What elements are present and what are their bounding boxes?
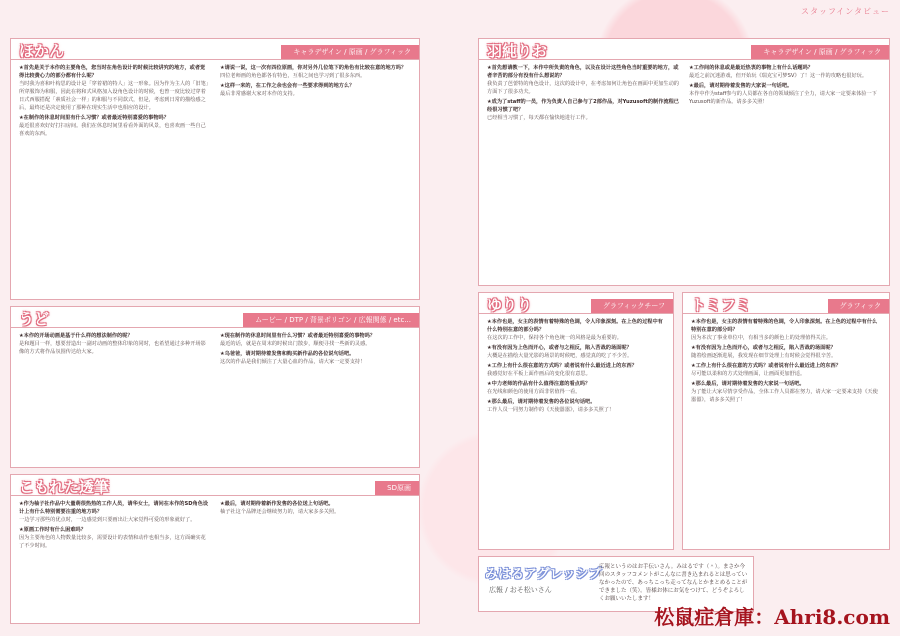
column <box>19 500 210 620</box>
answer: 大概是在描绘大量光影的场景的时候吧，感觉真的吃了不少苦。 <box>487 353 633 359</box>
answer: 最近的话，就是在周末的时候出门散步，顺便寻找一些新的灵感。 <box>220 341 371 347</box>
question: ★最后，请对期待着发售的大家说一句话吧。 <box>689 83 793 89</box>
section-body <box>683 314 889 550</box>
section-title: こもれた透筆 <box>19 478 110 496</box>
section-hazumi <box>478 38 890 286</box>
question: ★在制作的休息时间里有什么习惯？或者最近特别喜爱的事物吗？ <box>19 115 169 121</box>
column <box>487 64 679 282</box>
section-header <box>11 39 419 60</box>
section-role: キャラデザイン / 原画 / グラフィック <box>751 45 889 59</box>
footer-role: 広報 / おそ松いさん <box>489 586 552 594</box>
answer: 最后非常感谢大家对本作的支持。 <box>220 91 298 97</box>
column <box>689 64 881 282</box>
section-body <box>11 328 419 468</box>
topbar: スタッフインタビュー <box>801 7 890 16</box>
section-header <box>11 307 419 328</box>
section-hokan <box>10 38 420 300</box>
footer-name: みはるアグレッシブ <box>485 567 602 582</box>
section-title: うど <box>19 310 50 328</box>
column <box>220 500 411 620</box>
question: ★本作的开场动画是基于什么样的想法制作的呢？ <box>19 333 133 339</box>
answer: 在光线和颜色的使用方面非常值得一看。 <box>487 389 581 395</box>
question: ★工作上有什么很在意的方式吗？或者说有什么最近进上的东西？ <box>691 363 841 369</box>
question: ★现在制作的休息时间里有什么习惯？或者最近特别喜爱的事物吗？ <box>220 333 376 339</box>
answer: 本作中作为staff参与的人员都在各自的领域倾注了全力，请大家一定要来体验一下Yuzusoft的新作品。请多多关照！ <box>689 91 877 105</box>
question: ★那么最后，请对期待着发售的大家说一句话吧。 <box>691 381 805 387</box>
question: ★首先想请教一下，本作中所负责的角色，以及在设计这些角色当时重要的地方，或者辛苦的部分有没有什么想说的？ <box>487 65 679 79</box>
answer: 我负责了芭蕾特的角色设计，这次的设计中，在考虑如何让角色在画面中更加生动的方面下了很多功夫。 <box>487 81 679 95</box>
answer: 我感觉好在平板上面作画后的变化很有意思。 <box>487 371 591 377</box>
section-title: 羽純りお <box>487 42 548 60</box>
answer: 已经相当习惯了，每天都在愉快地进行工作。 <box>487 115 591 121</box>
question: ★首先是关于本作的主要角色，您当时在角色设计的时候比较讲究的地方，或者觉得比较费心力的部分都有什么呢？ <box>19 65 206 79</box>
section-role: グラフィックチーフ <box>591 299 673 313</box>
question: ★有没有因为上色而开心，或者与之相反，陷入苦战的场面呢？ <box>691 345 836 351</box>
footer-text: 広報というのはお手伝いさん。みはるです（＾）。まさか今回のスタッフコメントがこんなに書き込まれるとは思っていなかったので、あっちこっち走ってなんとかまとめることができました（笑）。皆様お体にお気をつけて、どうぞよろしくお願いいたします！ <box>599 564 748 602</box>
section-body <box>11 60 419 300</box>
question: ★工作上有什么很在意的方式吗？或者说有什么最近进上的东西？ <box>487 363 637 369</box>
question: ★最后，请对期待着新作发售的各位送上句话吧。 <box>220 501 334 507</box>
question: ★乌爸爸，请对期待着发售和购买新作品的各位说句话吧。 <box>220 351 355 357</box>
section-role: グラフィック <box>828 299 889 313</box>
question: ★作为柚子社作品中大量萌很热热的工作人员，请华女士，请问在本作的SD角色设计上有什么特别需要注重的地方吗？ <box>19 501 209 515</box>
answer: 在这次的工作中，保持各个角色统一的风格是最为重要的。 <box>487 335 622 341</box>
answer: 四位老师画的角色都各有特色，互相之间也学习到了很多东西。 <box>220 73 366 79</box>
column <box>691 318 881 546</box>
answer: 当时我为喜和叶构思的设计是「穿着裙的特人」这一形象。因为作为主人的「旧笔」所穿服饰为和服，因此在将和式风格加入设角色设计的时候，也曾一度比较过穿着日式西服搭配「素质社会一样」的和服与不同款式，但是，考虑到日常的描绘感之后，最终还是决定使用了那种在现实生活中也相应的设计。 <box>19 81 209 111</box>
question: ★这样一来的，在工作之余也会有一些要求得到的地方么？ <box>220 83 355 89</box>
column <box>19 332 210 464</box>
question: ★中力老师的作品有什么值得注意的看点吗？ <box>487 381 591 387</box>
question: ★那么最后，请对期待着发售的各位说句话吧。 <box>487 399 596 405</box>
answer: 随着绘画逐渐进展，我发现在细节处理上有时候会觉得很辛苦。 <box>691 353 837 359</box>
section-title: トミフミ <box>691 296 752 314</box>
answer: 工作人员一同努力制作的《天使嚣嚣》，请多多关照了！ <box>487 407 615 413</box>
section-udo <box>10 306 420 468</box>
column <box>220 332 411 464</box>
section-tomifumi <box>682 292 890 550</box>
section-body <box>479 60 889 286</box>
answer: 最近很喜欢好好打扫房间。我们在休息时间里看看外面的风景，也喜欢画一些自己喜欢的东西。 <box>19 123 206 137</box>
answer: 这次的作品是我们倾注了大量心血的作品，请大家一定要支持！ <box>220 359 366 365</box>
section-role: ムービー / DTP / 背景ポリゴン / 広報関係 / etc... <box>243 313 419 327</box>
column <box>220 64 411 296</box>
section-header <box>683 293 889 314</box>
section-header <box>11 475 419 496</box>
section-header <box>479 39 889 60</box>
answer: 柚子社这个品牌还会继续努力的，请大家多多关照。 <box>220 509 340 515</box>
question: ★工作间的休息或是最近热衷的事物上有什么话题吗？ <box>689 65 813 71</box>
section-title: ほかん <box>19 42 65 60</box>
question: ★请说一说，这一次有四位原画，你对另外几位笔下的角色有比较在意的地方吗？ <box>220 65 407 71</box>
section-komoreta <box>10 474 420 624</box>
question: ★本作也是，女主的表情有着特殊的色调，令人印象深刻。在上色的过程中有什么特别在意的部分吗？ <box>487 319 663 333</box>
question: ★原画工作时有什么困难吗？ <box>19 527 86 533</box>
answer: 为了能让大家尽情享受作品，全体工作人员都在努力，请大家一定要来支持《天使嚣嚣》，请多多关照了！ <box>691 389 878 403</box>
answer: 最近之前沉迷游戏，但开始玩《瑞克宝可梦SV》了！这一作的攻略也很好玩。 <box>689 73 868 79</box>
question: ★成为了staff的一员，作为负责人自己参与了2部作品，对Yuzusoft的制作流程已经很习惯了吧？ <box>487 99 679 113</box>
answer: 因为本次了事业单位中，有相当多的颜色上的处理值得关注。 <box>691 335 832 341</box>
section-body <box>11 496 419 624</box>
section-role: SD原画 <box>375 481 419 495</box>
section-yuriri <box>478 292 674 550</box>
section-role: キャラデザイン / 原画 / グラフィック <box>281 45 419 59</box>
answer: 因为主要角色的人物数量比较多，需要设计的表情和动作也相当多，这方面确实花了不少时间。 <box>19 535 206 549</box>
answer: 是和题目一样，想要营造出一副对动画的整体印象的同时，也希望通过多种开场影像的方式将作品氛围传达给大家。 <box>19 341 206 355</box>
section-title: ゆりり <box>487 296 533 314</box>
column <box>487 318 665 546</box>
section-body <box>479 314 673 550</box>
question: ★本作也是，女主的表情有着特殊的色调，令人印象深刻。在上色的过程中有什么特别在意的部分吗？ <box>691 319 878 333</box>
column <box>19 64 210 296</box>
question: ★有没有因为上色而开心，或者与之相反，陷入苦战的场面呢？ <box>487 345 632 351</box>
answer: 尽可能以柔和的方式处理画面，让画面更加舒适。 <box>691 371 806 377</box>
section-header <box>479 293 673 314</box>
answer: 一边学习那些的优点时，一边感觉到只要画出让大家觉得可爱的形象就好了。 <box>19 517 196 523</box>
watermark: 松鼠症倉庫：Ahri8.com <box>654 605 890 629</box>
